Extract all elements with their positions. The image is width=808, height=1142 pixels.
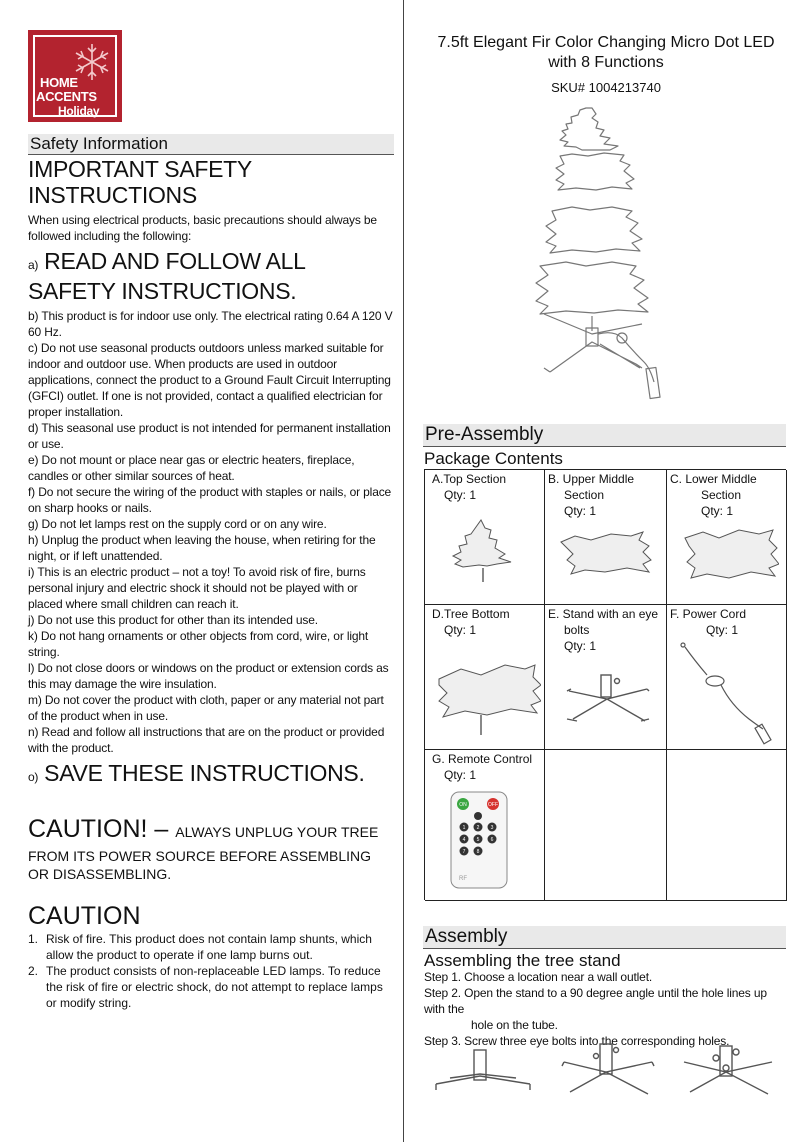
part-cell-power-cord [667, 605, 787, 750]
part-qty: Qty: 1 [564, 639, 597, 653]
caution-unplug-text: ALWAYS UNPLUG YOUR TREE [175, 824, 379, 840]
part-cell-stand [545, 605, 667, 750]
stand-assembly-illustrations [430, 1040, 790, 1100]
column-divider [403, 0, 404, 1142]
upper-middle-section-image [557, 528, 653, 584]
assembled-tree-illustration [530, 106, 710, 406]
assembly-header: Assembly [423, 926, 786, 949]
part-qty: Qty: 1 [701, 504, 734, 518]
part-label: D.Tree Bottom [432, 607, 510, 621]
safety-item: l) Do not close doors or windows on the product or extension cords as this may damage the wire insulation. [28, 661, 389, 691]
logo-text-accents: ACCENTS [36, 89, 97, 104]
lower-middle-section-image [679, 526, 779, 588]
remote-rf-label: RF [459, 876, 467, 882]
part-qty: Qty: 1 [444, 768, 477, 782]
part-qty: Qty: 1 [444, 488, 477, 502]
part-label: B. Upper Middle [548, 472, 635, 486]
part-label: F. Power Cord [670, 607, 747, 621]
remote-key-label: 3 [490, 825, 494, 831]
safety-item: m) Do not cover the product with cloth, paper or any material not part of the product when in use. [28, 693, 384, 723]
assembly-subtitle: Assembling the tree stand [424, 951, 621, 970]
caution-unplug-title: CAUTION! – [28, 815, 169, 843]
part-label: G. Remote Control [432, 752, 533, 766]
assembly-step: Step 2. Open the stand to a 90 degree angle until the hole lines up with the [424, 986, 767, 1016]
safety-item: g) Do not let lamps rest on the supply cord or on any wire. [28, 517, 327, 531]
remote-off-label: OFF [488, 802, 498, 808]
list-text: The product consists of non-replaceable LED lamps. To reduce the risk of fire or electric shock, do not attempt to replace lamps or modify string. [46, 964, 383, 1010]
remote-key-label: 2 [476, 825, 480, 831]
list-number: 2. [28, 964, 39, 978]
part-cell-top-section [425, 470, 545, 605]
assembly-step: Step 3. Screw three eye bolts into the corresponding holes. [424, 1034, 730, 1048]
remote-on-label: ON [459, 802, 467, 808]
remote-key-label: 8 [476, 849, 480, 855]
part-qty: Qty: 1 [706, 623, 739, 637]
caution-heading: CAUTION [28, 902, 141, 930]
safety-content [28, 156, 394, 1011]
safety-heading: IMPORTANT SAFETY INSTRUCTIONS [28, 156, 252, 208]
safety-intro: When using electrical products, basic precautions should always be followed including the following: [28, 213, 377, 243]
caution-list [28, 931, 394, 1011]
caution-list-item [28, 963, 394, 1011]
assembly-steps [424, 969, 788, 1049]
caution-unplug [28, 814, 394, 847]
product-title-line-2: with 8 Functions [548, 54, 664, 71]
remote-key-label: 7 [462, 849, 466, 855]
stand-image [563, 667, 653, 727]
part-qty: Qty: 1 [444, 623, 477, 637]
part-label-2: Section [564, 488, 605, 502]
remote-control-image [449, 790, 509, 890]
product-title [404, 33, 808, 73]
product-sku: SKU# 1004213740 [551, 80, 661, 95]
safety-item: c) Do not use seasonal products outdoors unless marked suitable for indoor and outdoor use. When products are used in outdoor applications, connect the product to a Ground Fault Circuit Interrupting (GFCI) outlet. If one is not provided, contact a qualified electrician for proper installation. [28, 341, 391, 419]
item-a-text: READ AND FOLLOW ALL SAFETY INSTRUCTIONS. [28, 248, 305, 304]
part-cell-upper-middle [545, 470, 667, 605]
item-o-prefix: o) [28, 770, 39, 784]
item-o-text: SAVE THESE INSTRUCTIONS. [44, 760, 365, 786]
safety-item: j) Do not use this product for other than its intended use. [28, 613, 318, 627]
safety-item: b) This product is for indoor use only. The electrical rating 0.64 A 120 V 60 Hz. [28, 309, 393, 339]
top-section-image [449, 518, 519, 588]
list-text: Risk of fire. This product does not contain lamp shunts, which allow the product to operate if one lamp burns out. [46, 932, 372, 962]
logo-text-home: HOME [40, 75, 78, 90]
part-label: C. Lower Middle [670, 472, 757, 486]
list-number: 1. [28, 932, 39, 946]
safety-item: k) Do not hang ornaments or other objects from cord, wire, or light string. [28, 629, 369, 659]
assembly-step: Step 1. Choose a location near a wall outlet. [424, 970, 653, 984]
safety-item-list [28, 308, 394, 756]
safety-item-o [28, 760, 394, 790]
caution-list-item [28, 931, 394, 963]
logo-text-holiday: Holiday [58, 104, 100, 118]
part-cell-remote [425, 750, 545, 901]
safety-item-a [28, 248, 394, 304]
part-label: E. Stand with an eye [548, 607, 659, 621]
snowflake-icon [72, 42, 112, 82]
part-cell-empty [667, 750, 787, 901]
part-cell-tree-bottom [425, 605, 545, 750]
item-a-prefix: a) [28, 258, 39, 272]
part-label-2: Section [701, 488, 742, 502]
part-label-2: bolts [564, 623, 590, 637]
part-qty: Qty: 1 [564, 504, 597, 518]
safety-item: i) This is an electric product – not a toy! To avoid risk of fire, burns personal injury and electric shock it should not be played with or placed where small children can reach it. [28, 565, 366, 611]
remote-key-label: 4 [462, 837, 466, 843]
package-contents-title: Package Contents [424, 449, 563, 468]
product-title-line-1: 7.5ft Elegant Fir Color Changing Micro Dot LED [437, 34, 775, 51]
part-cell-lower-middle [667, 470, 787, 605]
pre-assembly-header: Pre-Assembly [423, 424, 786, 447]
remote-key-label: 5 [476, 837, 480, 843]
safety-item: f) Do not secure the wiring of the product with staples or nails, or place on sharp hooks or nails. [28, 485, 392, 515]
tree-bottom-image [431, 657, 541, 743]
safety-item: h) Unplug the product when leaving the house, when retiring for the night, or if left unattended. [28, 533, 376, 563]
brand-logo [28, 30, 122, 122]
safety-item: n) Read and follow all instructions that are on the product or provided with the product. [28, 725, 385, 755]
part-label: A.Top Section [432, 472, 507, 486]
caution-unplug-text-2: FROM ITS POWER SOURCE BEFORE ASSEMBLING OR DISASSEMBLING. [28, 848, 372, 882]
safety-item: e) Do not mount or place near gas or electric heaters, fireplace, candles or other similar sources of heat. [28, 453, 355, 483]
power-cord-image [677, 639, 781, 747]
safety-item: d) This seasonal use product is not intended for permanent installation or use. [28, 421, 391, 451]
remote-key-label: 6 [490, 837, 494, 843]
remote-key-label: 1 [462, 825, 466, 831]
assembly-step-continued: hole on the tube. [471, 1018, 558, 1032]
package-contents-grid [424, 469, 786, 900]
safety-section-header: Safety Information [28, 134, 394, 155]
part-cell-empty [545, 750, 667, 901]
